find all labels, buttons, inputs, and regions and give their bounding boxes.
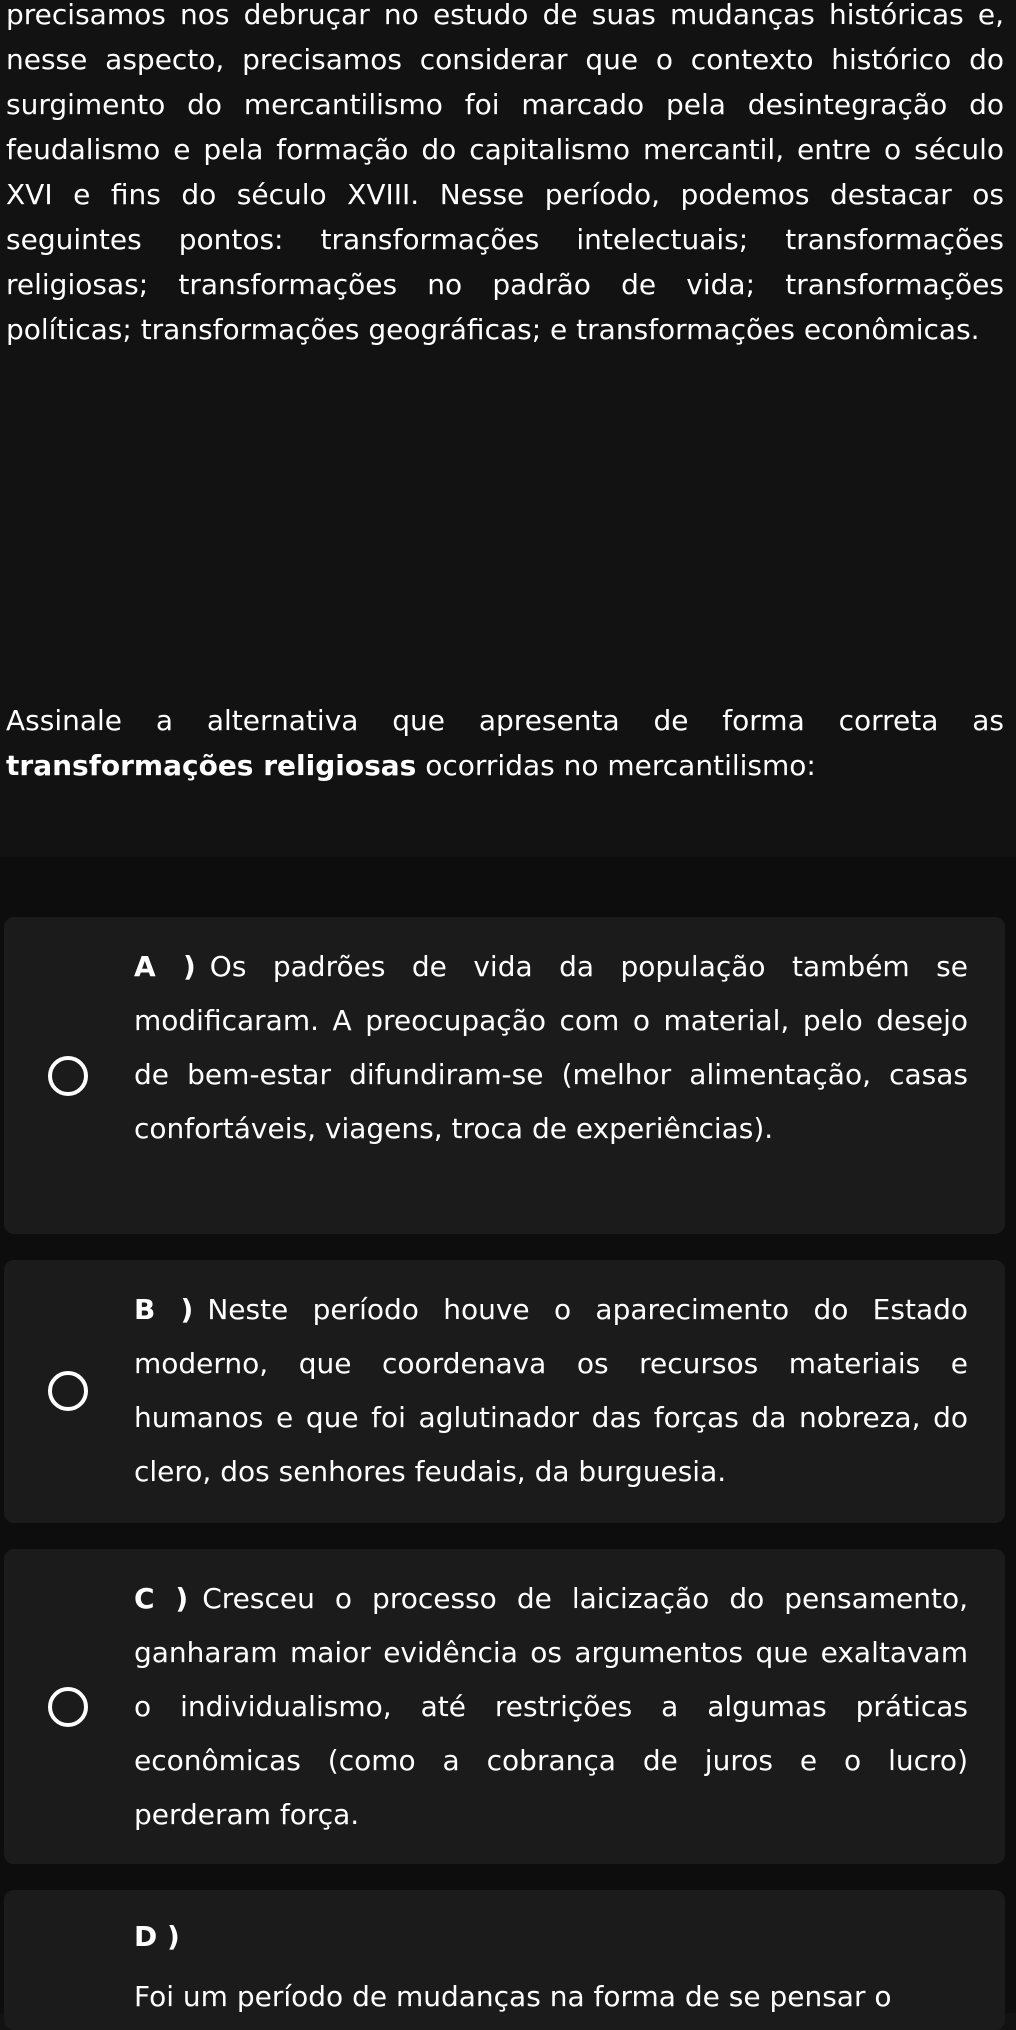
option-d-letter: D ) [134,1920,180,1953]
option-d-letter-line [134,1910,968,1964]
option-a-body: Os padrões de vida da população também se modificaram. A preocupação com o material, pelo desejo de bem-estar difundiram-se (melhor alimentação, casas confortáveis, viagens, troca de experiências). [134,950,968,1145]
option-c-body: Cresceu o processo de laicização do pensamento, ganharam maior evidência os argumentos que exaltavam o individualismo, até restrições a algumas práticas econômicas (como a cobrança de juros e o lucro) perderam força. [134,1582,968,1831]
passage-text: precisamos nos debruçar no estudo de suas mudanças históricas e, nesse aspecto, precisamos considerar que o contexto histórico do surgimento do mercantilismo foi marcado pela desintegração do feudalismo e pela formação do capitalismo mercantil, entre o século XVI e fins do século XVIII. Nesse período, podemos destacar os seguintes pontos: transformações intelectuais; transformações religiosas; transformações no padrão de vida; transformações políticas; transformações geográficas; e transformações econômicas. [6,0,1004,346]
option-a[interactable] [4,917,1005,1234]
option-d-text: Foi um período de mudanças na forma de se pensar o [134,1980,892,2013]
radio-option-a[interactable] [48,1056,88,1096]
option-b-text [134,1283,968,1499]
option-b-letter: B ) [134,1293,194,1326]
radio-option-b[interactable] [48,1371,88,1411]
option-b-body: Neste período houve o aparecimento do Estado moderno, que coordenava os recursos materiais e humanos e que foi aglutinador das forças da nobreza, do clero, dos senhores feudais, da burguesia. [134,1293,969,1488]
option-d[interactable] [4,1890,1005,2030]
option-c[interactable] [4,1549,1005,1864]
option-b[interactable] [4,1260,1005,1523]
option-c-letter: C ) [134,1582,189,1615]
radio-option-c[interactable] [48,1687,88,1727]
question-text-end: ocorridas no mercantilismo: [416,749,816,782]
option-c-text [134,1572,968,1842]
option-a-text [134,940,968,1156]
question-text-start: Assinale a alternativa que apresenta de forma correta as [6,704,1004,737]
option-a-letter: A ) [134,950,196,983]
question-prompt [6,698,1004,788]
question-emphasis: transformações religiosas [6,749,417,782]
